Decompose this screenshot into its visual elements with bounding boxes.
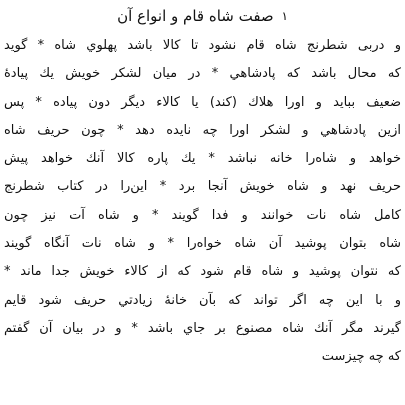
body-paragraph bbox=[4, 32, 401, 372]
text-line: که محال باشد که پادشاهي * در میان لشکر خویش یك پیادهٔ bbox=[4, 66, 401, 82]
text-line: که چه چیزست bbox=[321, 349, 401, 365]
text-line: شاه بتوان پوشید آن شاه خواه‌را * و شاه نات آنگاه گویند bbox=[4, 236, 401, 252]
section-heading bbox=[0, 6, 405, 26]
text-line: ازین پادشاهي و لشکر اورا چه نایده دهد * چون حریف شاه bbox=[4, 122, 401, 138]
text-line: کامل شاه نات خوانند و فدا گویند * و شاه آت نیز چون bbox=[4, 207, 401, 223]
text-line: و دربی شطرنج شاه قام نشود تا کالا باشد پهلوي شاه * گوید bbox=[4, 38, 401, 53]
text-line: گیرند مگر آنك شاه مصنوع بر جاي باشد * و در بیان آن گفتم bbox=[4, 320, 401, 336]
text-line: و با این چه اگر تواند که بآن خانهٔ زیادتي حریف شود قایم bbox=[4, 292, 401, 308]
text-line: که نتوان پوشید و شاه قام شود که از کالاء خویش جدا ماند * bbox=[4, 264, 401, 280]
text-line: خواهد و شاه‌را خانه نباشد * یك پاره کالا آنك خواهد پیش bbox=[4, 151, 401, 167]
heading-ornament: ١ bbox=[281, 9, 288, 23]
section-heading-text: صفت شاه قام و انواع آن bbox=[117, 7, 274, 25]
text-line: حریف نهد و شاه خویش آنجا برد * این‌را در کتاب شطرنج bbox=[4, 179, 401, 195]
text-line: ضعیف بباید و اورا هلاك (کند) یا کالاء دیگر دون پیاده * پس bbox=[4, 94, 401, 110]
